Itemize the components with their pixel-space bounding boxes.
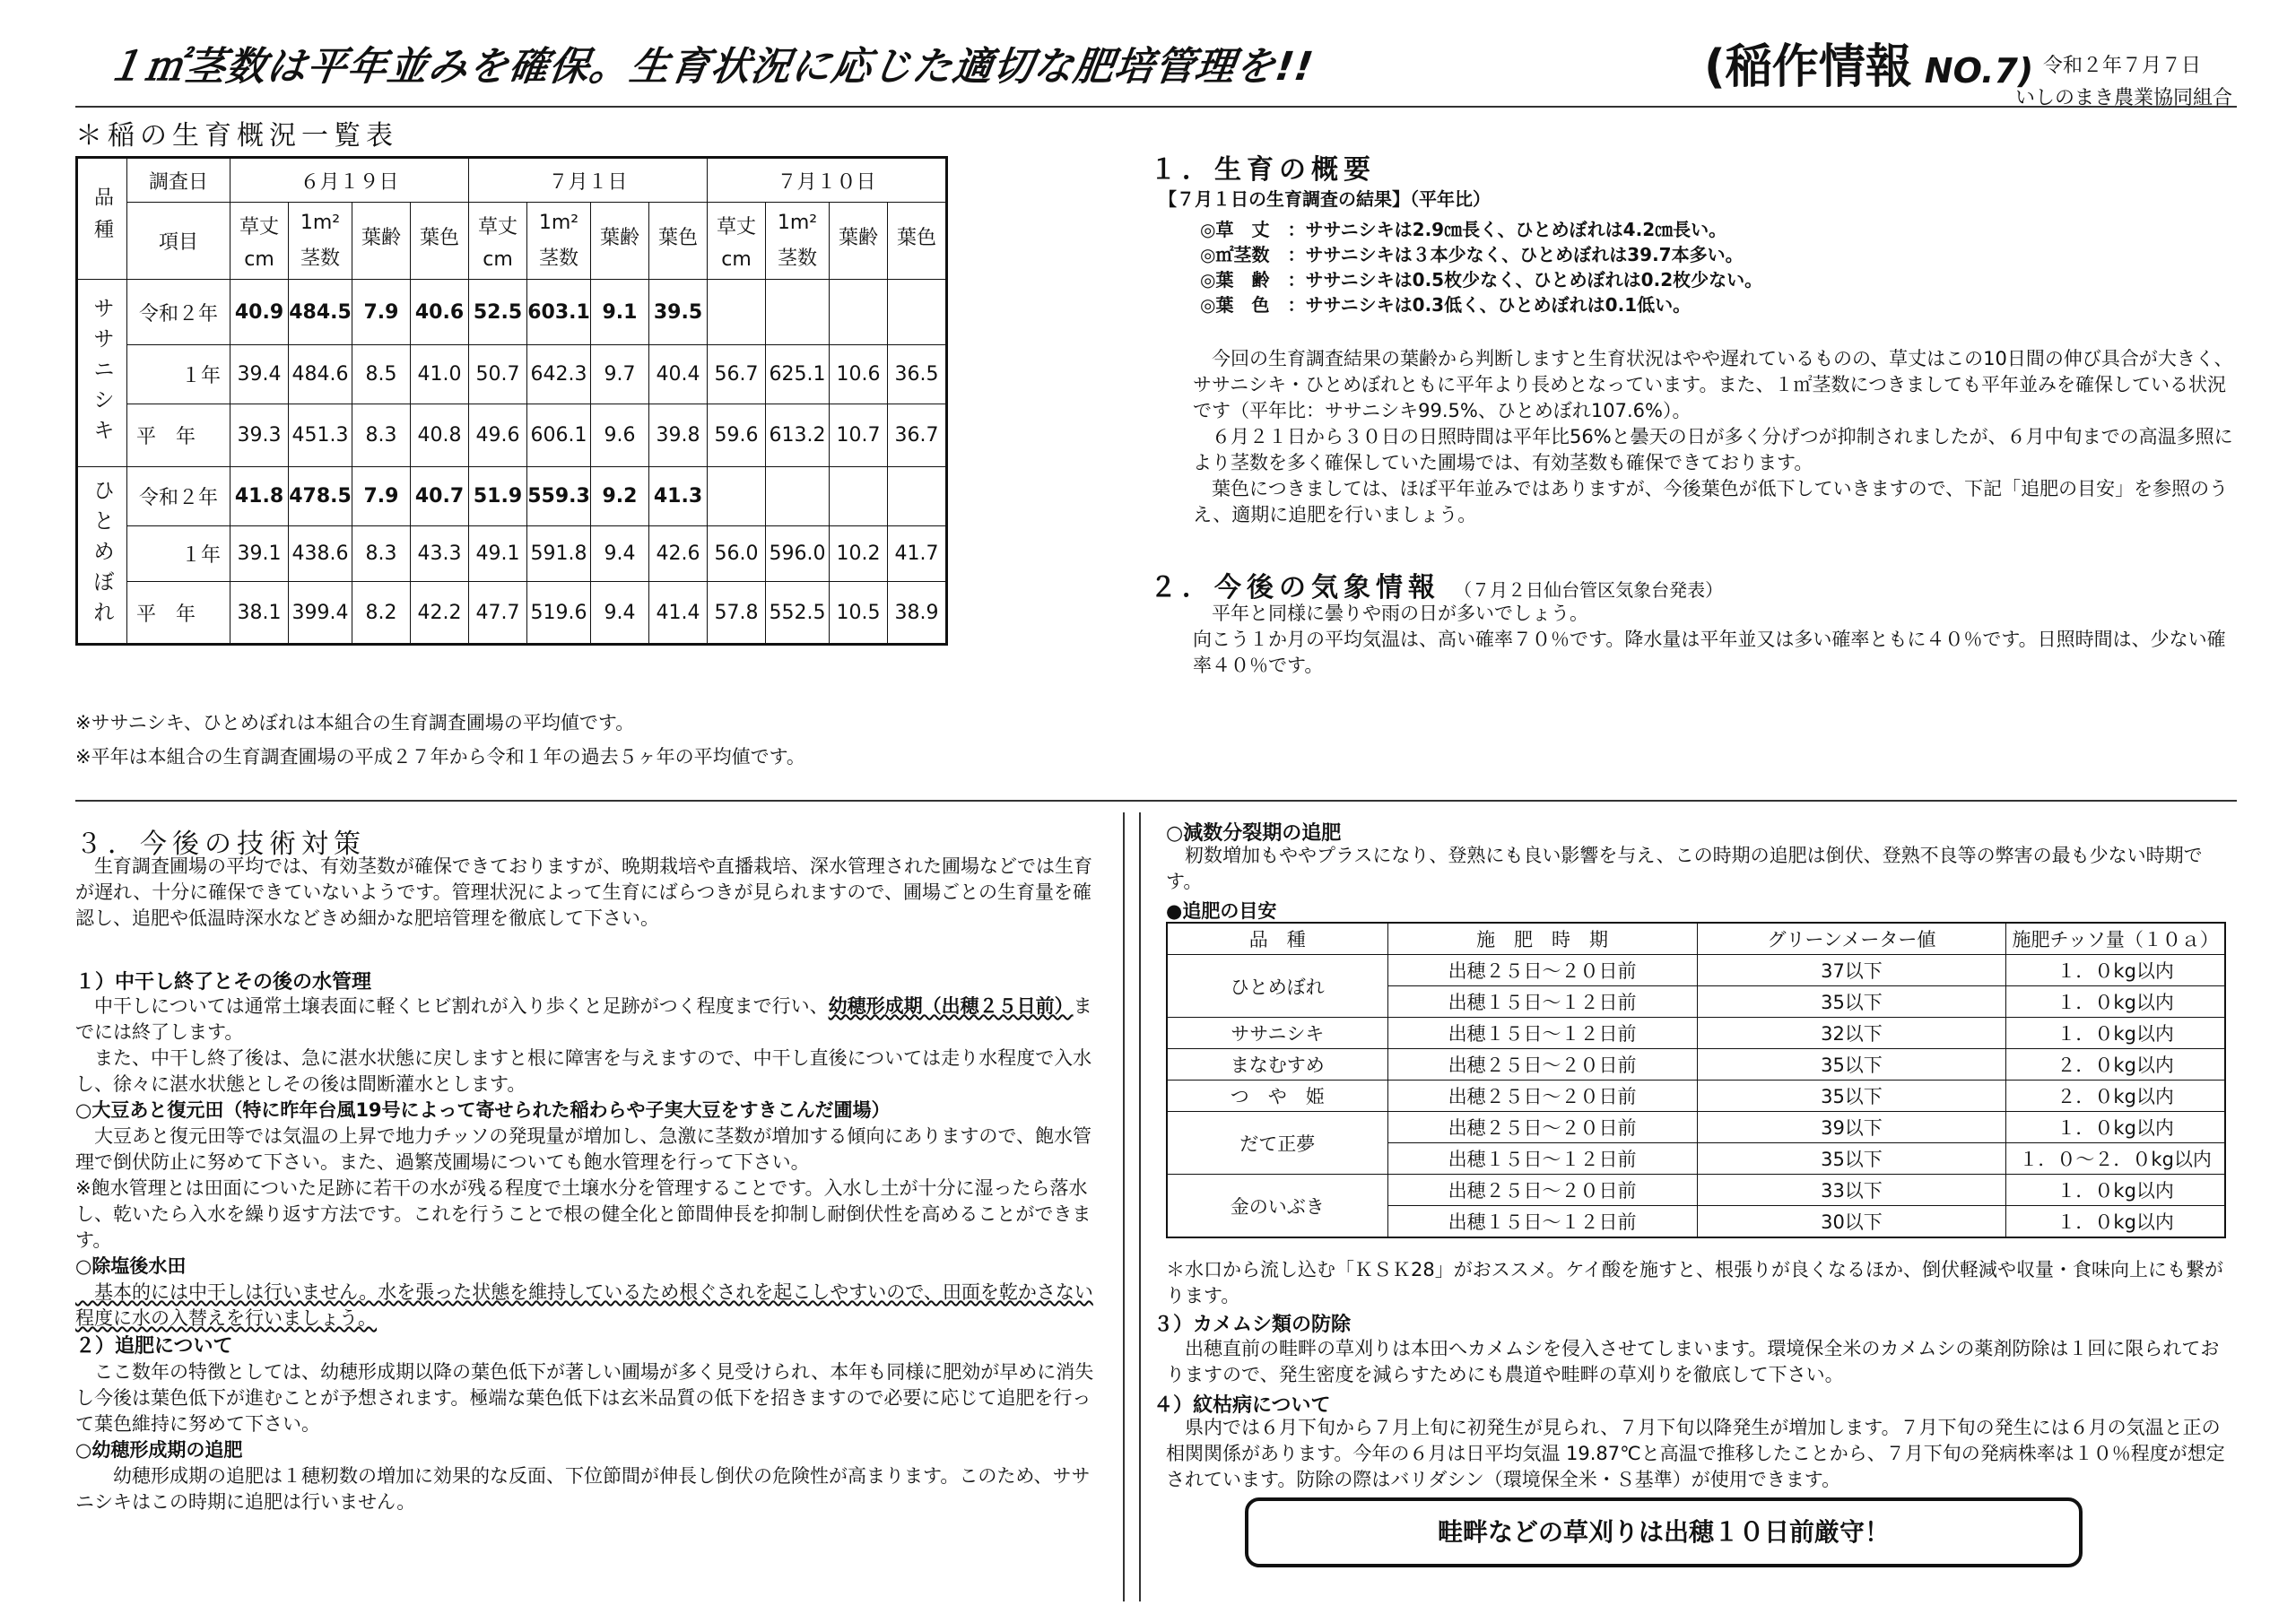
fert-meter: 37以下: [1697, 955, 2006, 986]
table-cell: 39.1: [230, 526, 289, 582]
table-note-2: ※平年は本組合の生育調査圃場の平成２７年から令和１年の過去５ヶ年の平均値です。: [75, 746, 805, 768]
fert-amount: １．０kg以内: [2006, 986, 2225, 1018]
fert-amount: ２．０kg以内: [2006, 1081, 2225, 1112]
column-header-unit: 茎数: [777, 247, 817, 270]
table-cell: 484.6: [289, 345, 352, 404]
column-header: [766, 203, 830, 280]
fert-header-cell: 品 種: [1167, 923, 1387, 955]
water-management-paragraph-2: また、中干し終了後は、急に湛水状態に戻しますと根に障害を与えますので、中干し直後については走り水程度で入水し、徐々に湛水状態としその後は間断灌水とします。: [75, 1047, 1092, 1095]
fert-row: [1167, 1112, 2225, 1143]
column-header: [708, 203, 766, 280]
column-header-label: 1m²: [777, 211, 818, 234]
issue-title-text: (稲作情報: [1704, 40, 1912, 94]
growth-table: [75, 156, 948, 646]
growth-table-title: ＊稲の生育概況一覧表: [75, 120, 398, 152]
table-cell: 56.7: [708, 345, 766, 404]
fert-amount: １．０～２．０kg以内: [2006, 1143, 2225, 1175]
fert-amount: １．０kg以内: [2006, 1018, 2225, 1049]
soybean-field-body: 大豆あと復元田等では気温の上昇で地力チッソの発現量が増加し、急激に茎数が増加する傾向にありますので、飽水管理で倒伏防止に努めて下さい。また、過繁茂圃場についても飽水管理を行って下さい。: [75, 1125, 1091, 1173]
weeding-callout: 畦畔などの草刈りは出穂１０日前厳守！: [1245, 1497, 2083, 1567]
table-cell: [766, 280, 830, 345]
table-cell: 36.7: [888, 404, 947, 467]
column-header-label: 1m²: [538, 211, 579, 234]
table-cell: 9.4: [591, 526, 649, 582]
column-header: [411, 203, 469, 280]
table-cell: 606.1: [527, 404, 591, 467]
row-label: 平 年: [127, 404, 230, 467]
date-header-2: ７月１日: [469, 158, 708, 203]
fert-variety: だて正夢: [1167, 1112, 1387, 1175]
table-cell: 40.9: [230, 280, 289, 345]
table-cell: 49.6: [469, 404, 527, 467]
section2-body: [1193, 601, 2233, 679]
column-header-label: 草丈: [716, 215, 756, 239]
table-cell: 9.2: [591, 467, 649, 526]
table-cell: 42.2: [411, 582, 469, 645]
topdressing-body: ここ数年の特徴としては、幼穂形成期以降の葉色低下が著しい圃場が多く見受けられ、本年も同様に肥効が早めに消失し今後は葉色低下が進むことが予想されます。極端な葉色低下は玄米品質の低下を招きますので必要に応じて追肥を行って葉色維持に努めて下さい。: [75, 1361, 1094, 1435]
section1-paragraph: ６月２１日から３０日の日照時間は平年比56%と曇天の日が多く分げつが抑制されましたが、６月中旬までの高温多照により茎数を多く確保していた圃場では、有効茎数も確保できております。: [1193, 426, 2233, 473]
column-header-unit: 茎数: [300, 247, 340, 270]
panicle-topdressing-heading: ○幼穂形成期の追肥: [75, 1439, 243, 1461]
fert-row: [1167, 1049, 2225, 1081]
table-cell: 8.3: [352, 404, 411, 467]
section1-paragraph: 今回の生育調査結果の葉齢から判断しますと生育状況はやや遅れているものの、草丈はこの10日間の伸び具合が大きく、ササニシキ・ひとめぼれともに平年より長めとなっています。また、１㎡茎数につきましても平年並みを確保している状況です（平年比：ササニシキ99.5%、ひとめぼれ107.6%）。: [1193, 348, 2233, 421]
table-cell: 38.9: [888, 582, 947, 645]
table-cell: [766, 467, 830, 526]
section1-subtitle: 【７月１日の生育調査の結果】（平年比）: [1159, 188, 1491, 210]
table-cell: 625.1: [766, 345, 830, 404]
fert-amount: １．０kg以内: [2006, 1206, 2225, 1238]
fert-amount: １．０kg以内: [2006, 955, 2225, 986]
table-cell: 41.7: [888, 526, 947, 582]
table-cell: 59.6: [708, 404, 766, 467]
fert-timing: 出穂２５日～２０日前: [1387, 1175, 1697, 1206]
variety-name: ササニシキ: [77, 280, 127, 467]
fert-meter: 39以下: [1697, 1112, 2006, 1143]
column-header-label: 1m²: [300, 211, 341, 234]
table-cell: 39.8: [649, 404, 708, 467]
fert-meter: 35以下: [1697, 1081, 2006, 1112]
col-variety-header: 品種: [77, 158, 127, 280]
variety-name: ひとめぼれ: [77, 467, 127, 645]
fert-row: [1167, 955, 2225, 986]
issue-number: NO.7): [1924, 51, 2034, 91]
fert-variety: ひとめぼれ: [1167, 955, 1387, 1018]
table-cell: 9.1: [591, 280, 649, 345]
table-cell: 43.3: [411, 526, 469, 582]
table-note-1: ※ササニシキ、ひとめぼれは本組合の生育調査圃場の平均値です。: [75, 712, 635, 733]
table-cell: 451.3: [289, 404, 352, 467]
table-cell: [708, 280, 766, 345]
soybean-field-heading: ○大豆あと復元田（特に昨年台風19号によって寄せられた稲わらや子実大豆をすきこんだ圃場）: [75, 1099, 891, 1121]
section1-item: ◎㎡茎数 ：ササニシキは３本少なく、ひとめぼれは39.7本多い。: [1200, 244, 1744, 265]
column-header-label: 葉齢: [838, 227, 878, 249]
table-row: [77, 582, 947, 645]
fert-header-cell: 施 肥 時 期: [1387, 923, 1697, 955]
table-cell: 7.9: [352, 467, 411, 526]
section2-paragraph: 向こう１か月の平均気温は、高い確率７０％です。降水量は平年並又は多い確率ともに４０％です。日照時間は、少ない確率４０％です。: [1193, 629, 2226, 676]
fert-timing: 出穂２５日～２０日前: [1387, 1049, 1697, 1081]
table-cell: 10.2: [830, 526, 888, 582]
column-header-unit: cm: [244, 247, 274, 271]
row-label: 令和２年: [127, 467, 230, 526]
column-header: [352, 203, 411, 280]
fert-variety: まなむすめ: [1167, 1049, 1387, 1081]
table-cell: 8.3: [352, 526, 411, 582]
fert-amount: １．０kg以内: [2006, 1112, 2225, 1143]
table-cell: 613.2: [766, 404, 830, 467]
table-cell: 41.8: [230, 467, 289, 526]
stinkbug-body: 出穂直前の畦畔の草刈りは本田へカメムシを侵入させてしまいます。環境保全米のカメムシの薬剤防除は１回に限られておりますので、発生密度を減らすためにも農道や畦畔の草刈りを徹底して下さい。: [1166, 1338, 2220, 1385]
column-header-unit: 茎数: [538, 247, 578, 270]
fert-timing: 出穂２５日～２０日前: [1387, 1112, 1697, 1143]
table-cell: 41.0: [411, 345, 469, 404]
table-cell: 642.3: [527, 345, 591, 404]
fertilizer-guide-table: [1166, 922, 2226, 1238]
panicle-formation-emphasis: 幼穂形成期（出穂２５日前）: [828, 995, 1074, 1017]
section1-body: [1193, 346, 2233, 528]
table-cell: 438.6: [289, 526, 352, 582]
column-header-unit: cm: [721, 247, 752, 271]
section2-source: （７月２日仙台管区気象台発表）: [1454, 579, 1724, 601]
table-cell: 49.1: [469, 526, 527, 582]
column-divider: [1123, 812, 1141, 1601]
table-cell: 9.7: [591, 345, 649, 404]
table-cell: 559.3: [527, 467, 591, 526]
section1-title: １．生育の概要: [1150, 154, 1376, 186]
section2-title: ２．今後の気象情報: [1150, 572, 1440, 603]
row-label: 平 年: [127, 582, 230, 645]
fert-meter: 33以下: [1697, 1175, 2006, 1206]
fert-timing: 出穂１５日～１２日前: [1387, 1206, 1697, 1238]
row-label: １年: [127, 345, 230, 404]
section1-item: ◎葉 色 ：ササニシキは0.3低く、ひとめぼれは0.1低い。: [1200, 294, 1692, 316]
table-cell: 38.1: [230, 582, 289, 645]
fert-meter: 35以下: [1697, 1143, 2006, 1175]
table-cell: 47.7: [469, 582, 527, 645]
item-header: 項目: [127, 203, 230, 280]
column-header-label: 葉色: [419, 227, 459, 249]
table-cell: 591.8: [527, 526, 591, 582]
water-management-text: 中干しについては通常土壌表面に軽くヒビ割れが入り歩くと足跡がつく程度まで行い、: [75, 995, 829, 1017]
row-label: １年: [127, 526, 230, 582]
table-row: [77, 526, 947, 582]
table-cell: [830, 467, 888, 526]
table-cell: 51.9: [469, 467, 527, 526]
subsection-2-title: ２）追肥について: [75, 1335, 233, 1358]
fert-meter: 30以下: [1697, 1206, 2006, 1238]
section2-heading: [1150, 565, 1723, 604]
table-cell: 40.4: [649, 345, 708, 404]
issue-date: 令和２年７月７日: [2043, 55, 2202, 77]
section1-paragraph: 葉色につきましては、ほぼ平年並みではありますが、今後葉色が低下していきますので、下記「追肥の目安」を参照のうえ、適期に追肥を行いましょう。: [1193, 478, 2229, 525]
stinkbug-title: ３）カメムシ類の防除: [1153, 1314, 1352, 1336]
headline: １㎡茎数は平年並みを確保。生育状況に応じた適切な肥培管理を!!: [101, 44, 1318, 90]
column-header: [469, 203, 527, 280]
section1-item: ◎葉 齢 ：ササニシキは0.5枚少なく、ひとめぼれは0.2枚少ない。: [1200, 269, 1763, 291]
section1-item: ◎草 丈 ：ササニシキは2.9㎝長く、ひとめぼれは4.2㎝長い。: [1200, 219, 1727, 240]
table-row: [77, 467, 947, 526]
desalinated-field-heading: ○除塩後水田: [75, 1255, 187, 1277]
fert-amount: １．０kg以内: [2006, 1175, 2225, 1206]
column-header-label: 草丈: [239, 215, 279, 239]
meiosis-topdressing-body: 籾数増加もややプラスになり、登熟にも良い影響を与え、この時期の追肥は倒伏、登熟不良等の弊害の最も少ない時期です。: [1166, 845, 2203, 892]
organization: いしのまき農業協同組合: [2015, 87, 2233, 109]
ksk-note: ＊水口から流し込む「ＫＳＫ28」がおススメ。ケイ酸を施すと、根張りが良くなるほか、倒伏軽減や収量・食味向上にも繋がります。: [1166, 1259, 2223, 1306]
fert-timing: 出穂２５日～２０日前: [1387, 1081, 1697, 1112]
table-cell: 52.5: [469, 280, 527, 345]
table-cell: 10.6: [830, 345, 888, 404]
column-header-unit: cm: [483, 247, 513, 271]
saturated-water-note: ※飽水管理とは田面についた足跡に若干の水が残る程度で土壌水分を管理することです。入水し土が十分に湿ったら落水し、乾いたら入水を繰り返す方法です。これを行うことで根の健全化と節間伸長を抑制し耐倒伏性を高めることができます。: [75, 1177, 1091, 1251]
date-header-1: ６月１９日: [230, 158, 469, 203]
table-cell: 7.9: [352, 280, 411, 345]
fert-timing: 出穂１５日～１２日前: [1387, 986, 1697, 1018]
column-header: [888, 203, 947, 280]
subsection-1-title: １）中干し終了とその後の水管理: [75, 971, 372, 994]
table-cell: 399.4: [289, 582, 352, 645]
table-cell: [888, 280, 947, 345]
table-cell: 40.7: [411, 467, 469, 526]
fert-header-cell: グリーンメーター値: [1697, 923, 2006, 955]
fert-meter: 32以下: [1697, 1018, 2006, 1049]
table-cell: 36.5: [888, 345, 947, 404]
table-cell: 57.8: [708, 582, 766, 645]
sheath-blight-body: 県内では６月下旬から７月上旬に初発生が見られ、７月下旬以降発生が増加します。７月下旬の発生には６月の気温と正の相関関係があります。今年の６月は日平均気温 19.87℃と高温で推移したことから、７月下旬の発病株率は１０％程度が想定されています。防除の際はバリダシン（環境保全米・Ｓ基準）が使用できます。: [1166, 1417, 2225, 1490]
fert-variety: ササニシキ: [1167, 1018, 1387, 1049]
column-header-label: 葉色: [896, 227, 936, 249]
section2-paragraph: 平年と同様に曇りや雨の日が多いでしょう。: [1193, 603, 1588, 624]
table-cell: 41.4: [649, 582, 708, 645]
row-label: 令和２年: [127, 280, 230, 345]
column-header: [230, 203, 289, 280]
water-management-text-end: までには終了します。: [75, 995, 1092, 1043]
table-cell: 8.5: [352, 345, 411, 404]
table-cell: 9.6: [591, 404, 649, 467]
table-cell: 484.5: [289, 280, 352, 345]
section1-item-list: [1200, 217, 1762, 317]
fert-meter: 35以下: [1697, 986, 2006, 1018]
column-header-label: 葉齢: [361, 227, 401, 249]
table-cell: 39.4: [230, 345, 289, 404]
table-cell: 41.3: [649, 467, 708, 526]
table-cell: [708, 467, 766, 526]
table-cell: 10.5: [830, 582, 888, 645]
header-rule: [75, 106, 2237, 108]
table-cell: [888, 467, 947, 526]
table-cell: 9.4: [591, 582, 649, 645]
table-cell: 519.6: [527, 582, 591, 645]
water-management-paragraph: [75, 994, 1107, 1046]
column-header-label: 草丈: [477, 215, 517, 239]
subsection-1-body: [75, 994, 1107, 1515]
fert-row: [1167, 1081, 2225, 1112]
table-cell: 40.6: [411, 280, 469, 345]
table-cell: 603.1: [527, 280, 591, 345]
section3-intro: 生育調査圃場の平均では、有効茎数が確保できておりますが、晩期栽培や直播栽培、深水管理された圃場などでは生育が遅れ、十分に確保できていないようです。管理状況によって生育にばらつきが見られますので、圃場ごとの生育量を確認し、追肥や低温時深水などきめ細かな肥培管理を徹底して下さい。: [75, 855, 1092, 929]
fert-timing: 出穂１５日～１２日前: [1387, 1143, 1697, 1175]
topdressing-guide-title: ●追肥の目安: [1166, 900, 1277, 922]
table-cell: 42.6: [649, 526, 708, 582]
column-header-label: 葉齢: [599, 227, 639, 249]
meiosis-topdressing-heading: ○減数分裂期の追肥: [1166, 822, 1342, 845]
table-cell: 39.5: [649, 280, 708, 345]
column-header: [289, 203, 352, 280]
column-header: [649, 203, 708, 280]
column-header: [527, 203, 591, 280]
section3-title: ３．今後の技術対策: [75, 829, 366, 860]
fert-variety: 金のいぶき: [1167, 1175, 1387, 1238]
table-cell: 478.5: [289, 467, 352, 526]
fert-timing: 出穂１５日～１２日前: [1387, 1018, 1697, 1049]
fert-row: [1167, 1175, 2225, 1206]
table-cell: 552.5: [766, 582, 830, 645]
table-cell: 10.7: [830, 404, 888, 467]
panicle-topdressing-body: 幼穂形成期の追肥は１穂籾数の増加に効果的な反面、下位節間が伸長し倒伏の危険性が高まります。このため、ササニシキはこの時期に追肥は行いません。: [75, 1465, 1091, 1513]
issue-title: [1704, 29, 2033, 96]
table-cell: 596.0: [766, 526, 830, 582]
survey-date-header: 調査日: [127, 158, 230, 203]
fert-header-cell: 施肥チッソ量（１０ａ）: [2006, 923, 2225, 955]
column-header: [591, 203, 649, 280]
table-row: [77, 280, 947, 345]
date-header-3: ７月１０日: [708, 158, 947, 203]
fert-amount: ２．０kg以内: [2006, 1049, 2225, 1081]
fert-meter: 35以下: [1697, 1049, 2006, 1081]
fert-timing: 出穂２５日～２０日前: [1387, 955, 1697, 986]
fert-row: [1167, 1018, 2225, 1049]
table-cell: [830, 280, 888, 345]
desalinated-field-body: 基本的には中干しは行いません。水を張った状態を維持しているため根ぐされを起こしやすいので、田面を乾かさない程度に水の入替えを行いましょう。: [75, 1281, 1093, 1329]
table-cell: 56.0: [708, 526, 766, 582]
table-cell: 50.7: [469, 345, 527, 404]
column-header: [830, 203, 888, 280]
sheath-blight-title: ４）紋枯病について: [1153, 1394, 1331, 1417]
table-cell: 39.3: [230, 404, 289, 467]
table-cell: 40.8: [411, 404, 469, 467]
table-row: [77, 345, 947, 404]
column-header-label: 葉色: [657, 227, 698, 249]
table-row: [77, 404, 947, 467]
section-divider: [75, 800, 2237, 802]
fert-variety: つ や 姫: [1167, 1081, 1387, 1112]
table-cell: 8.2: [352, 582, 411, 645]
